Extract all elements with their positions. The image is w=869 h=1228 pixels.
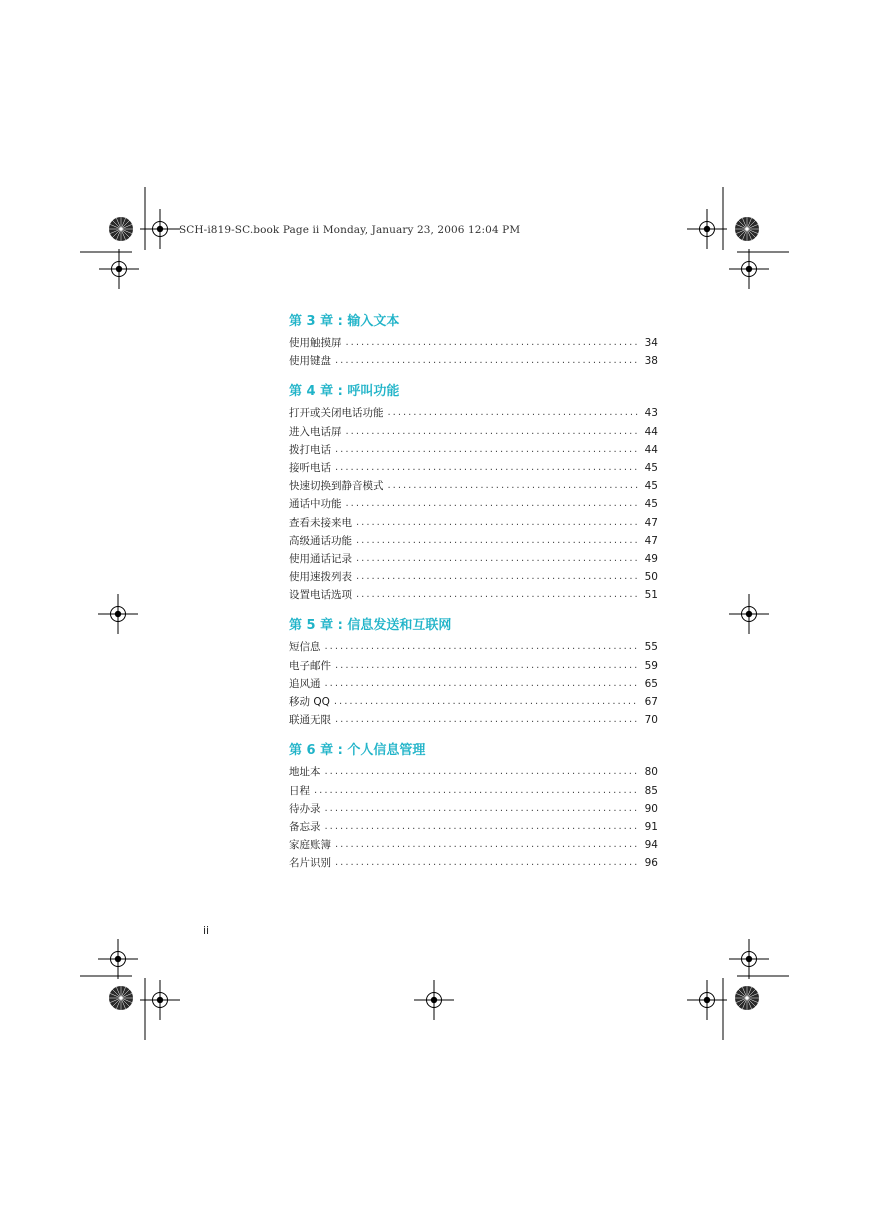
toc-entry-page: 43 bbox=[644, 407, 658, 420]
toc-entry-label: 快速切换到静音模式 bbox=[289, 480, 384, 493]
toc-entry-label: 使用通话记录 bbox=[289, 552, 352, 565]
toc-entry-label: 名片识别 bbox=[289, 857, 331, 870]
toc-entry-label: 移动 QQ bbox=[289, 696, 330, 708]
toc-entry-page: 34 bbox=[644, 337, 658, 349]
toc-entry[interactable] bbox=[289, 836, 658, 854]
toc-entry[interactable] bbox=[289, 818, 658, 836]
toc-entry[interactable] bbox=[289, 763, 658, 781]
dot-leader bbox=[335, 352, 638, 370]
toc-entry-label: 使用键盘 bbox=[289, 355, 331, 368]
dot-leader bbox=[356, 532, 638, 550]
toc-entry[interactable] bbox=[289, 675, 658, 693]
registration-mark-icon bbox=[98, 594, 138, 634]
toc-entry-page: 44 bbox=[644, 443, 658, 456]
page-number: ii bbox=[203, 924, 210, 937]
dot-leader bbox=[356, 514, 638, 532]
toc-entry[interactable] bbox=[289, 586, 658, 604]
dot-leader bbox=[356, 586, 638, 604]
toc-entry-page: 94 bbox=[644, 839, 658, 852]
toc-entry-page: 67 bbox=[644, 696, 658, 708]
dot-leader bbox=[335, 441, 638, 459]
dot-leader bbox=[314, 782, 638, 800]
toc-entry-page: 85 bbox=[644, 784, 658, 797]
toc-entry[interactable] bbox=[289, 854, 658, 872]
toc-entry-page: 47 bbox=[644, 534, 658, 547]
dot-leader bbox=[335, 657, 638, 675]
toc-entry-label: 设置电话选项 bbox=[289, 589, 352, 602]
registration-mark-icon bbox=[140, 980, 180, 1020]
dot-leader bbox=[356, 568, 638, 586]
toc-entry-label: 短信息 bbox=[289, 641, 321, 654]
registration-mark-icon bbox=[687, 980, 727, 1020]
registration-mark-icon bbox=[98, 939, 138, 979]
registration-mark-icon bbox=[414, 980, 454, 1020]
toc-entry-page: 45 bbox=[644, 498, 658, 511]
toc-entry[interactable] bbox=[289, 657, 658, 675]
toc-entry[interactable] bbox=[289, 459, 658, 477]
toc-entry[interactable] bbox=[289, 495, 658, 513]
toc-entry-label: 查看未接来电 bbox=[289, 516, 352, 529]
toc-entry-page: 45 bbox=[644, 480, 658, 493]
toc-entry-label: 接听电话 bbox=[289, 461, 331, 474]
dot-leader bbox=[335, 711, 638, 729]
toc-entry-page: 47 bbox=[644, 516, 658, 529]
toc-entry-page: 65 bbox=[644, 677, 658, 690]
toc-entry-page: 91 bbox=[644, 820, 658, 833]
starburst-target-icon bbox=[109, 217, 133, 241]
chapter-3-section bbox=[289, 313, 658, 370]
toc-entry-label: 使用速拨列表 bbox=[289, 571, 352, 584]
starburst-target-icon bbox=[109, 986, 133, 1010]
dot-leader bbox=[335, 854, 638, 872]
toc-entry-page: 38 bbox=[644, 355, 658, 368]
toc-entry[interactable] bbox=[289, 532, 658, 550]
dot-leader bbox=[335, 836, 638, 854]
dot-leader bbox=[346, 423, 639, 441]
toc-entry-page: 80 bbox=[644, 766, 658, 779]
toc-entry-label: 联通无限 bbox=[289, 714, 331, 727]
dot-leader bbox=[346, 495, 639, 513]
chapter-5-section bbox=[289, 617, 658, 729]
toc-entry-label: 地址本 bbox=[289, 766, 321, 779]
toc-entry[interactable] bbox=[289, 782, 658, 800]
toc-entry-label: 待办录 bbox=[289, 802, 321, 815]
dot-leader bbox=[334, 693, 638, 711]
print-header: SCH-i819-SC.book Page ii Monday, January 23, 2006 12:04 PM bbox=[179, 224, 521, 236]
toc-entry[interactable] bbox=[289, 441, 658, 459]
chapter-heading: 第 5 章 : 信息发送和互联网 bbox=[289, 618, 452, 634]
toc-entry[interactable] bbox=[289, 693, 658, 711]
starburst-target-icon bbox=[735, 986, 759, 1010]
dot-leader bbox=[388, 404, 639, 422]
toc-entry-label: 使用触摸屏 bbox=[289, 337, 342, 349]
dot-leader bbox=[325, 800, 639, 818]
registration-mark-icon bbox=[729, 249, 769, 289]
toc-entry[interactable] bbox=[289, 404, 658, 422]
registration-mark-icon bbox=[99, 249, 139, 289]
dot-leader bbox=[325, 638, 639, 656]
dot-leader bbox=[346, 334, 639, 352]
toc-entry-label: 通话中功能 bbox=[289, 498, 342, 511]
toc-entry-page: 59 bbox=[644, 659, 658, 672]
toc-entry-label: 日程 bbox=[289, 784, 310, 797]
toc-entry[interactable] bbox=[289, 568, 658, 586]
chapter-heading: 第 4 章 : 呼叫功能 bbox=[289, 384, 400, 400]
toc-entry-label: 追风通 bbox=[289, 677, 321, 690]
toc-entry-label: 进入电话屏 bbox=[289, 425, 342, 438]
toc-entry-label: 备忘录 bbox=[289, 820, 321, 833]
toc-entry-page: 70 bbox=[644, 714, 658, 727]
dot-leader bbox=[325, 675, 639, 693]
registration-mark-icon bbox=[687, 209, 727, 249]
chapter-heading: 第 6 章 : 个人信息管理 bbox=[289, 743, 426, 759]
toc-entry-page: 45 bbox=[644, 461, 658, 474]
chapter-4-section bbox=[289, 383, 658, 604]
dot-leader bbox=[388, 477, 639, 495]
toc-entry-label: 家庭账簿 bbox=[289, 839, 331, 852]
toc-entry-label: 电子邮件 bbox=[289, 659, 331, 672]
toc-entry[interactable] bbox=[289, 334, 658, 352]
toc-entry-page: 50 bbox=[644, 571, 658, 584]
toc-entry-label: 打开或关闭电话功能 bbox=[289, 407, 384, 420]
toc-entry[interactable] bbox=[289, 423, 658, 441]
dot-leader bbox=[325, 763, 639, 781]
toc-entry-page: 51 bbox=[644, 589, 658, 602]
toc-entry-label: 拨打电话 bbox=[289, 443, 331, 456]
toc-entry[interactable] bbox=[289, 638, 658, 656]
chapter-heading: 第 3 章 : 输入文本 bbox=[289, 314, 400, 329]
chapter-6-section bbox=[289, 742, 658, 872]
dot-leader bbox=[335, 459, 638, 477]
registration-mark-icon bbox=[140, 209, 180, 249]
dot-leader bbox=[325, 818, 639, 836]
toc-entry-page: 44 bbox=[644, 425, 658, 438]
toc-entry[interactable] bbox=[289, 800, 658, 818]
toc-entry-page: 55 bbox=[644, 641, 658, 654]
toc-entry-page: 96 bbox=[644, 857, 658, 870]
toc-entry[interactable] bbox=[289, 711, 658, 729]
table-of-contents bbox=[289, 313, 658, 873]
toc-entry[interactable] bbox=[289, 477, 658, 495]
toc-entry[interactable] bbox=[289, 352, 658, 370]
toc-entry-page: 49 bbox=[644, 552, 658, 565]
toc-entry[interactable] bbox=[289, 550, 658, 568]
toc-entry-page: 90 bbox=[644, 802, 658, 815]
registration-mark-icon bbox=[729, 594, 769, 634]
registration-mark-icon bbox=[729, 939, 769, 979]
toc-entry-label: 高级通话功能 bbox=[289, 534, 352, 547]
starburst-target-icon bbox=[735, 217, 759, 241]
toc-entry[interactable] bbox=[289, 514, 658, 532]
dot-leader bbox=[356, 550, 638, 568]
